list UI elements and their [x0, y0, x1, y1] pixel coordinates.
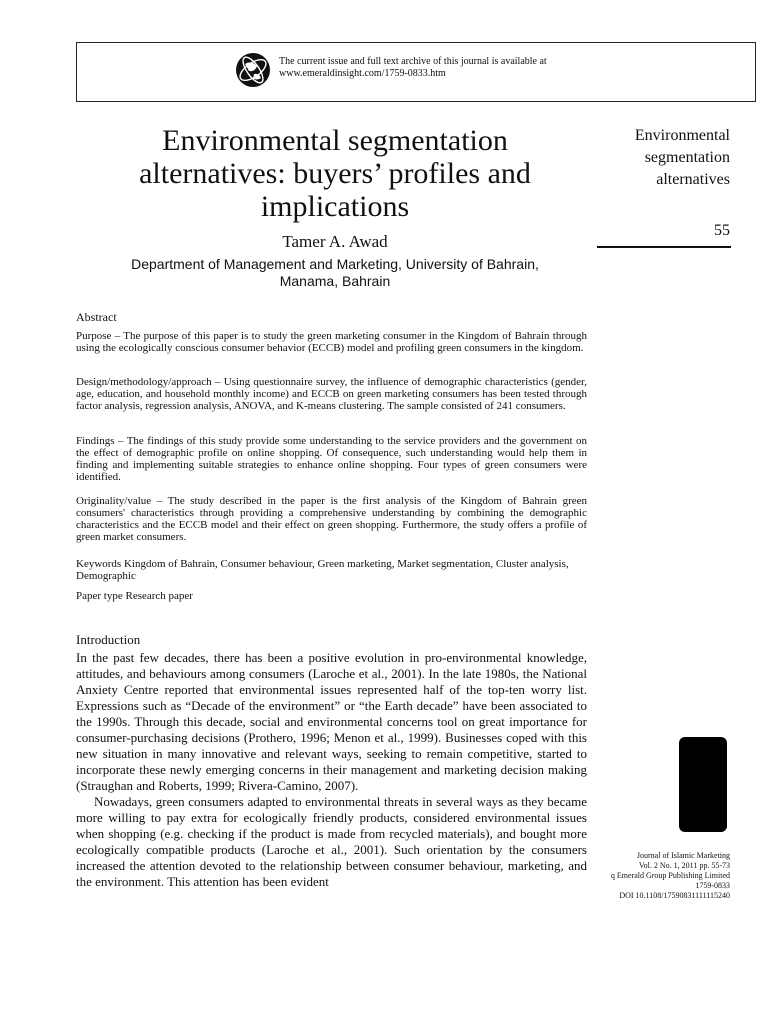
- running-head-line-2: segmentation: [644, 149, 730, 166]
- intro-paragraph-1: In the past few decades, there has been a positive evolution in pro-environmental knowledge, attitudes, and behaviours among consumers (Laroche et al., 2001). In the late 1980s, the National Anxiety Centre reported that environmental issues represented half of the top-ten worry list. Expressions such as “Decade of the environment” or “the Earth decade” have been associated to the 1990s. Through this decade, social and environmental concerns tool on great importance for consumer-purchasing decisions (Prothero, 1996; Menon et al., 1999). Businesses coped with this new situation in many innovative and relevant ways, seeking to remain competitive, started to incorporate these newly emerging concerns in their management and marketing decision making (Straughan and Roberts, 1999; Rivera-Camino, 2007).: [76, 650, 587, 793]
- design-text: Using questionnaire survey, the influence of demographic characteristics (gender, age, education, and household monthly income) and ECCB on green marketing consumers has been tested through factor analysis, regression analysis, ANOVA, and K-means clustering. The sample consisted of 241 consumers.: [76, 376, 588, 412]
- purpose-label: Purpose –: [76, 330, 121, 342]
- findings-text: The findings of this study provide some understanding to the service providers and the government on the effect of demographic profile on online shopping. Of consequence, such understanding would help them in finding and implementing suitable strategies to enhance online shopping. Four types of green consumers were identified.: [76, 435, 587, 483]
- design-label: Design/methodology/approach –: [76, 376, 221, 388]
- margin-thumb-tab: [679, 737, 727, 832]
- running-head: [600, 125, 730, 191]
- title-line-1: Environmental segmentation: [162, 124, 508, 157]
- affiliation-line-1: Department of Management and Marketing, University of Bahrain,: [131, 256, 539, 272]
- originality-label: Originality/value –: [76, 495, 163, 507]
- journal-citation-info: [580, 851, 730, 901]
- abstract-heading: Abstract: [76, 310, 117, 324]
- originality-text: The study described in the paper is the first analysis of the Kingdom of Bahrain green consumers' characteristics through providing a comprehensive understanding by combining the demographic characteristics and the ECCB model and their effect on green shopping. Furthermore, the study offers a profile of green market consumers.: [76, 495, 588, 543]
- title-line-3: implications: [260, 190, 410, 223]
- author-affiliation: [80, 256, 590, 290]
- journal-issn: 1759-0833: [695, 881, 730, 890]
- abstract-design: [76, 376, 587, 412]
- paper-type-text: Research paper: [125, 590, 193, 602]
- journal-volume: Vol. 2 No. 1, 2011 pp. 55-73: [638, 861, 730, 870]
- abstract-paper-type: [76, 590, 587, 602]
- abstract-originality: [76, 495, 587, 543]
- purpose-text: The purpose of this paper is to study the green marketing consumer in the Kingdom of Bahrain through using the ecologically conscious consumer behavior (ECCB) model and profiling green consumers in the kingdom.: [76, 330, 587, 354]
- availability-url[interactable]: www.emeraldinsight.com/1759-0833.htm: [279, 68, 446, 79]
- article-title: [80, 124, 590, 223]
- availability-line-1: The current issue and full text archive of this journal is available at: [279, 56, 547, 67]
- abstract-findings: [76, 435, 587, 483]
- journal-publisher: q Emerald Group Publishing Limited: [610, 871, 730, 880]
- abstract-purpose: [76, 330, 587, 354]
- journal-availability-box: [76, 42, 756, 102]
- findings-label: Findings –: [76, 435, 124, 447]
- title-line-2: alternatives: buyers’ profiles and: [139, 157, 531, 190]
- availability-note: [279, 56, 547, 80]
- keywords-text: Kingdom of Bahrain, Consumer behaviour, Green marketing, Market segmentation, Cluster analysis, Demographic: [76, 558, 569, 582]
- paper-type-label: Paper type: [76, 590, 123, 602]
- running-head-line-1: Environmental: [634, 127, 730, 144]
- intro-paragraph-2: Nowadays, green consumers adapted to environmental threats in several ways as they became more willing to pay extra for ecologically friendly products, considered environmental issues when shopping (e.g. checking if the product is made from recycled materials), and bought more ecologically compatible products (Laroche et al., 2001). Such orientation by the consumers increased the attention devoted to the relationship between consumer behaviour, marketing, and the environment. This attention has been evident: [76, 794, 587, 889]
- journal-name: Journal of Islamic Marketing: [636, 851, 730, 860]
- introduction-heading: Introduction: [76, 632, 141, 647]
- affiliation-line-2: Manama, Bahrain: [279, 273, 391, 289]
- emerald-globe-logo-icon: [235, 52, 271, 88]
- introduction-body: [76, 650, 587, 890]
- running-head-rule: [597, 246, 731, 248]
- abstract-keywords: [76, 558, 587, 582]
- journal-doi: DOI 10.1108/17590831111115240: [619, 891, 730, 900]
- running-head-line-3: alternatives: [656, 171, 730, 188]
- page-number: 55: [714, 222, 730, 239]
- keywords-label: Keywords: [76, 558, 122, 570]
- author-name: Tamer A. Awad: [282, 232, 388, 251]
